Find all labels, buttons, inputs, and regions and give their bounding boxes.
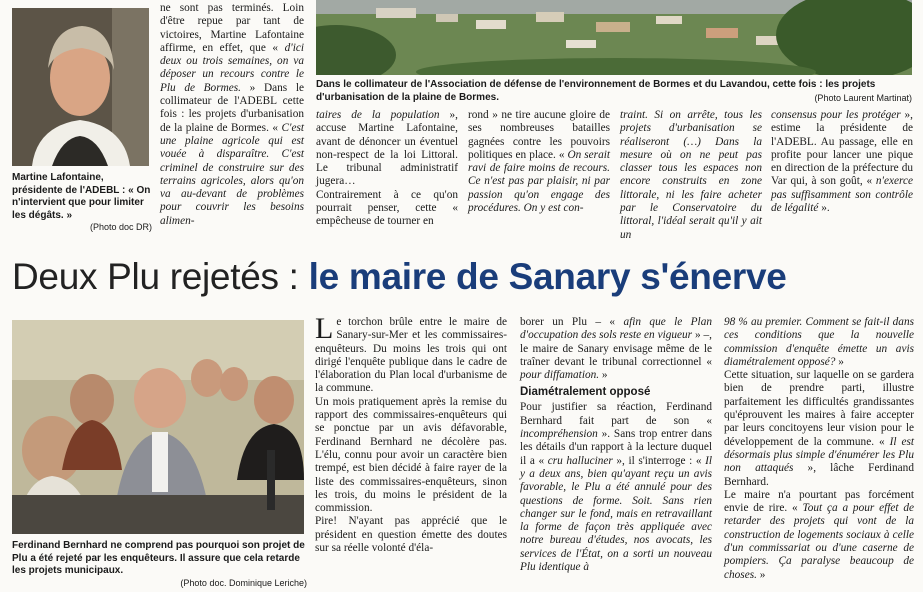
article-top-column-5 <box>620 109 762 242</box>
quote-run: taires de la population <box>316 109 440 121</box>
meeting-photo-ferdinand-bernhard <box>12 320 304 534</box>
quote-run: incompréhension <box>520 428 598 441</box>
quote-run: n'exerce pas suffisamment son contrôle de légalité <box>771 175 913 215</box>
text-run: » <box>599 369 608 382</box>
text-run: Pour justifier sa réaction, Ferdinand Bernhard fait part de son « <box>520 401 712 427</box>
article-top-column-3 <box>316 109 458 229</box>
landscape-caption: Dans le collimateur de l'Association de défense de l'environnement de Bormes et du Lavandou, cette fois : les projets d'urbanisation de la plaine de Bormes. <box>316 79 876 103</box>
article-bottom-column-1 <box>315 312 507 555</box>
paragraph: Pire! N'ayant pas apprécié que le président en question émette des doutes sur sa réelle volonté d'éla- <box>315 515 507 555</box>
paragraph <box>315 312 507 396</box>
text-run: » –, le maire de Sanary envisage même de le traîner devant le tribunal correctionnel « <box>520 329 712 368</box>
text-run: » <box>835 355 844 368</box>
quote-run: traint. Si on arrête, tous les projets d'urbanisation se réaliseront (…) Dans la mesure où on ne peut pas classer tous les espaces non encore construits en zone littorale, ni les faire acheter par le Conservatoire du littoral, l'idéal serait qu'il y ait un <box>620 109 762 241</box>
text-run: e torchon brûle entre le maire de Sanary-sur-Mer et les commissaires-enquêteurs. Du moins les trois qui ont dirigé l'enquête publique dans le cadre de l'élaboration du Plan local d'urbanisme de la commune. <box>315 316 507 395</box>
text-run: » Dans le collimateur de l'ADEBL cette fois : les projets d'urbanisation de la plaine de Bormes. « <box>160 81 304 134</box>
quote-run: consensus pour les protéger <box>771 109 901 121</box>
paragraph <box>724 316 914 369</box>
portrait-photo-martine-lafontaine <box>12 8 149 166</box>
quote-run: pour diffamation. <box>520 369 600 382</box>
meeting-illustration <box>12 320 304 534</box>
paragraph <box>520 401 712 574</box>
text-run: », estime la présidente de l'ADEBL. Au passage, elle en profite pour lancer une pique en direction de la préfecture du Var qui, à son goût, « <box>771 109 913 188</box>
meeting-photo-credit: (Photo doc. Dominique Leriche) <box>180 578 307 588</box>
text-run: » <box>756 568 766 581</box>
quote-run: On serait ravi de faire moins de recours. Ce n'est pas par plaisir, ni par passion qu'on engage des procédures. On y est con- <box>468 148 610 215</box>
article-top-column-6 <box>771 109 913 215</box>
text-run: Cette situation, sur laquelle on se gardera bien de prendre parti, illustre parfaitement les difficultés grandissantes qu'éprouvent les maires à faire accepter par leurs concitoyens leur vision pour le développement de la commune. « <box>724 369 914 448</box>
text-run: », il s'interroge : « <box>612 454 706 467</box>
text-run: ». <box>818 202 830 215</box>
paragraph <box>724 369 914 489</box>
quote-run: Tout ça a pour effet de retarder des projets qui vont de la construction de logements sociaux à celle d'un commissariat ou d'une caserne de pompiers. Ça paralyse beaucoup de choses. <box>724 502 914 581</box>
article-bottom-column-2 <box>520 316 712 574</box>
quote-run: cru halluciner <box>547 454 613 467</box>
paragraph <box>724 489 914 582</box>
headline-part-1: Deux Plu rejetés : <box>12 256 309 297</box>
meeting-caption: Ferdinand Bernhard ne comprend pas pourquoi son projet de Plu a été rejeté par les enquêteurs. Il assure que cela retarde les projets municipaux. <box>12 540 305 576</box>
quote-run: afin que le Plan d'occupation des sols reste en vigueur <box>520 316 712 342</box>
portrait-illustration <box>12 8 149 166</box>
article-top-column-4 <box>468 109 610 215</box>
article-top-column-2 <box>160 2 304 228</box>
portrait-photo-credit: (Photo doc DR) <box>89 222 152 232</box>
text-run: », lâche Ferdinand Bernhard. <box>724 462 914 488</box>
portrait-caption: Martine Lafontaine, présidente de l'ADEBL : « On n'intervient que pour limiter les dégâts. » <box>12 172 151 221</box>
drop-cap: L <box>315 312 334 345</box>
text-run: ne sont pas terminés. Loin d'être repue par tant de victoires, Martine Lafontaine affirme, en effet, que « <box>160 2 304 54</box>
article-headline <box>12 256 787 298</box>
quote-run: Il est désormais plus simple d'énumérer les Plu non attaqués <box>724 435 914 475</box>
quote-run: d'ici deux ou trois semaines, on va déposer un recours contre le Plu de Bormes. <box>160 41 304 94</box>
article-bottom-column-3 <box>724 316 914 582</box>
quote-run: 98 % au premier. Comment se fait-il dans ces conditions que la nouvelle commission d'enquête émette un avis diamétralement opposé? <box>724 316 914 368</box>
text-run: Le maire n'a pourtant pas forcément envie de rire. « <box>724 488 914 515</box>
paragraph <box>520 316 712 382</box>
landscape-photo-credit: (Photo Laurent Martinat) <box>814 93 912 103</box>
headline-part-2: le maire de Sanary s'énerve <box>308 256 787 297</box>
paragraph: Un mois pratiquement après la remise du rapport des commissaires-enquêteurs qui se ponctue par un avis défavorable, Ferdinand Bernhard ne décolère pas. L'élu, connu pour avoir un caractère bien trempé, est bien décidé à faire rayer de la liste des commissaires-enquêteurs, sinon les trois, du moins le président de la commission. <box>315 395 507 515</box>
text-run: borer un Plu – « <box>520 316 624 328</box>
text-run: ». Sans trop entrer dans les détails d'un rapport à la lecture duquel il a « <box>520 428 712 467</box>
text-run: », accuse Martine Lafontaine, avant de dénoncer un éventuel non-respect de la loi Littoral. Le tribunal administratif jugera… <box>316 109 458 188</box>
landscape-illustration <box>316 0 912 75</box>
section-subheading: Diamétralement opposé <box>520 386 651 399</box>
text-run: Contrairement à ce qu'on pourrait penser, cette « empêcheuse de tourner en <box>316 188 458 228</box>
quote-run: Il y a deux ans, bien qu'ayant reçu un avis favorable, le Plu a été annulé pour des questions de forme. Soit. Sans rien changer sur le fond, mais en retravaillant la forme de façon très appliquée avec notre bureau d'études, nos avocats, les services de l'État, on a sorti un nouveau Plu identique à <box>520 454 712 574</box>
quote-run: C'est une plaine agricole qui est vouée à disparaître. C'est criminel de construire sur des terrains agricoles, alors qu'on va au-devant de problèmes pour couvrir les besoins alimen- <box>160 121 304 227</box>
landscape-photo-plaine-de-bormes <box>316 0 912 75</box>
text-run: rond » ne tire aucune gloire de ses nombreuses batailles gagnées contre les pouvoirs politiques en place. « <box>468 109 610 161</box>
